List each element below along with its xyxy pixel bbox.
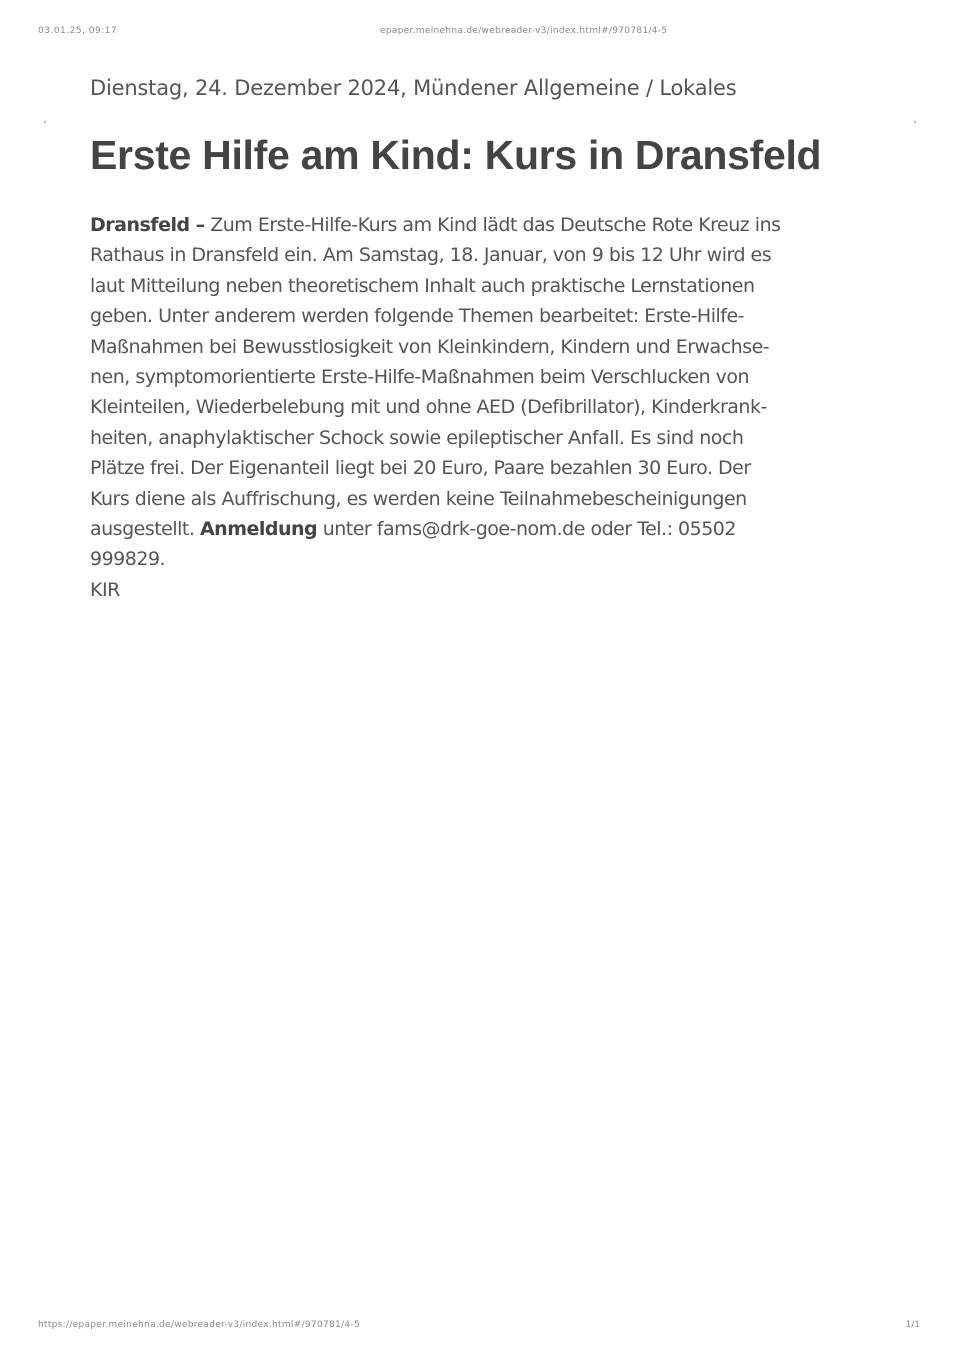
body-line-6: nen, symptomorientierte Erste-Hilfe-Maßnahmen beim Verschlucken von — [90, 366, 750, 389]
print-header-url: epaper.meinehna.de/webreader-v3/index.html#/970781/4-5 — [380, 26, 668, 36]
body-line-4: geben. Unter anderem werden folgende Themen bearbeitet: Erste-Hilfe- — [90, 305, 745, 328]
body-line-5: Maßnahmen bei Bewusstlosigkeit von Kleinkindern, Kindern und Erwachse- — [90, 335, 770, 358]
body-text: ausgestellt. — [90, 518, 200, 541]
lead-label: Dransfeld – — [90, 214, 205, 236]
registration-text: unter fams@drk-goe-nom.de oder Tel.: 05502 — [317, 518, 736, 541]
body-line-10: Kurs diene als Auffrischung, es werden keine Teilnahmebescheinigungen — [90, 487, 747, 510]
article-body — [90, 210, 875, 605]
registration-label: Anmeldung — [199, 518, 318, 541]
body-line-7: Kleinteilen, Wiederbelebung mit und ohne AED (Defibrillator), Kinderkrank- — [90, 396, 767, 419]
print-header-datetime: 03.01.25, 09:17 — [38, 26, 118, 36]
body-line-2: Rathaus in Dransfeld ein. Am Samstag, 18. Januar, von 9 bis 12 Uhr wird es — [90, 244, 772, 267]
author-initials: KIR — [90, 578, 120, 601]
body-line-3: laut Mitteilung neben theoretischem Inhalt auch praktische Lernstationen — [90, 274, 755, 297]
print-footer-url: https://epaper.meinehna.de/webreader-v3/index.html#/970781/4-5 — [38, 1320, 360, 1330]
separator-left-dot — [44, 121, 46, 123]
separator-right-dot — [914, 121, 916, 123]
body-line-1 — [90, 210, 875, 240]
article-headline: Erste Hilfe am Kind: Kurs in Dransfeld — [90, 132, 822, 178]
body-text: Zum Erste-Hilfe-Kurs am Kind lädt das Deutsche Rote Kreuz ins — [204, 214, 781, 236]
body-line-9: Plätze frei. Der Eigenanteil liegt bei 20 Euro, Paare bezahlen 30 Euro. Der — [90, 457, 751, 480]
article-dateline: Dienstag, 24. Dezember 2024, Mündener Allgemeine / Lokales — [90, 76, 737, 100]
body-line-11 — [90, 514, 875, 544]
body-line-8: heiten, anaphylaktischer Schock sowie epileptischer Anfall. Es sind noch — [90, 426, 744, 449]
phone-continuation: 999829. — [90, 548, 166, 571]
print-footer-page: 1/1 — [905, 1320, 920, 1330]
